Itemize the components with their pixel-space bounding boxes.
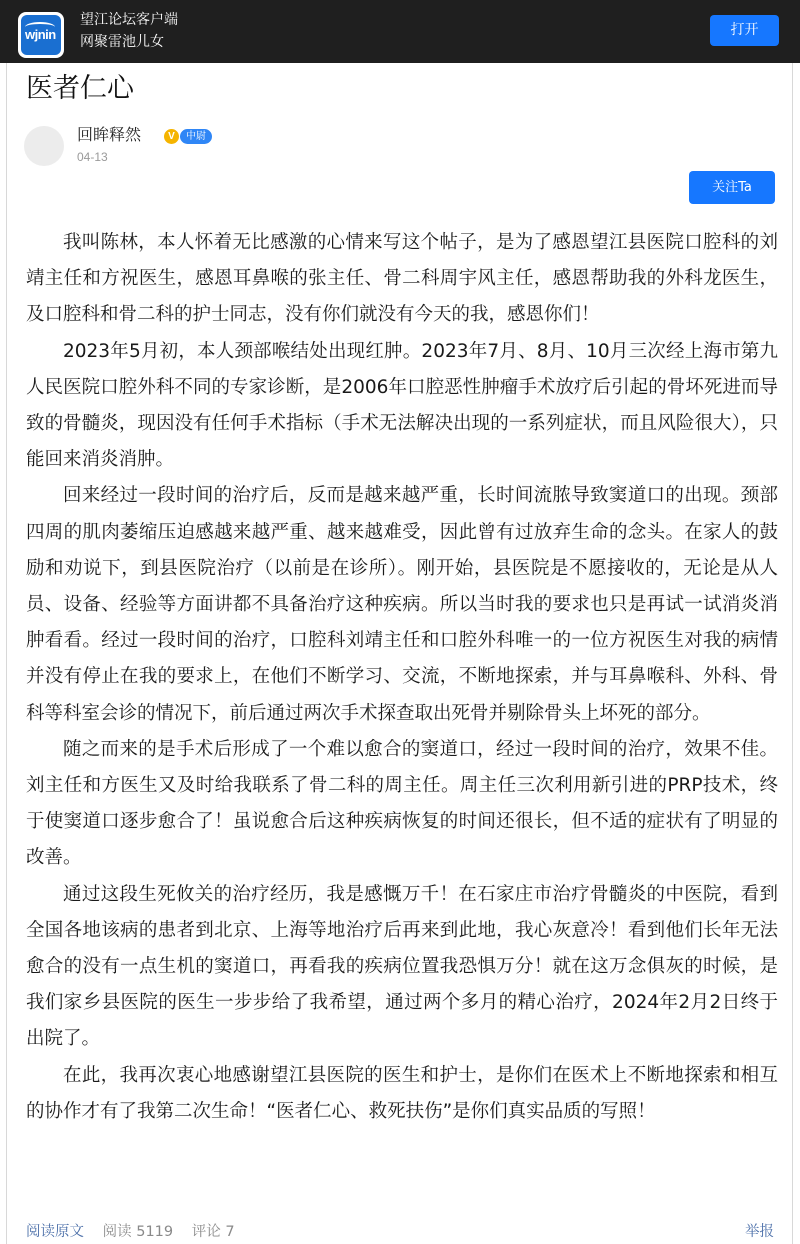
- post-date: 04-13: [77, 150, 108, 164]
- paragraph: 在此，我再次衷心地感谢望江县医院的医生和护士，是你们在医术上不断地探索和相互的协作才有了我第二次生命！“医者仁心、救死扶伤”是你们真实品质的写照！: [26, 1064, 778, 1122]
- paragraph: 回来经过一段时间的治疗后，反而是越来越严重，长时间流脓导致窦道口的出现。颈部四周的肌肉萎缩压迫感越来越严重、越来越难受，因此曾有过放弃生命的念头。在家人的鼓励和劝说下，到县医院治疗（以前是在诊所）。刚开始，县医院是不愿接收的，无论是从人员、设备、经验等方面讲都不具备治疗这种疾病。所以当时我的要求也只是再试一试消炎消肿看看。经过一段时间的治疗，口腔科刘靖主任和口腔外科唯一的一位方祝医生对我的病情并没有停止在我的要求上，在他们不断学习、交流，不断地探索，并与耳鼻喉科、外科、骨科等科室会诊的情况下，前后通过两次手术探查取出死骨并剔除骨头上坏死的部分。: [26, 485, 778, 724]
- paragraph: 随之而来的是手术后形成了一个难以愈合的窦道口，经过一段时间的治疗，效果不佳。刘主任和方医生又及时给我联系了骨二科的周主任。周主任三次利用新引进的PRP技术，终于使窦道口逐步愈合了！虽说愈合后这种疾病恢复的时间还很长，但不适的症状有了明显的改善。: [26, 738, 778, 869]
- app-logo: [18, 12, 64, 58]
- vip-icon: V: [164, 129, 179, 144]
- user-rank-badge: [164, 128, 212, 144]
- paragraph: 我叫陈林，本人怀着无比感激的心情来写这个帖子，是为了感恩望江县医院口腔科的刘靖主任和方祝医生，感恩耳鼻喉的张主任、骨二科周宇风主任，感恩帮助我的外科龙医生，及口腔科和骨二科的护士同志，没有你们就没有今天的我，感恩你们！: [26, 232, 778, 326]
- app-download-banner: [0, 0, 800, 63]
- post-title: 医者仁心: [26, 73, 134, 104]
- app-slogan: 网聚雷池儿女: [80, 34, 164, 50]
- comment-count[interactable]: 评论 7: [191, 1224, 235, 1240]
- logo-icon: [21, 15, 61, 55]
- rank-label: 中尉: [180, 129, 212, 144]
- read-count: 阅读 5119: [102, 1224, 174, 1240]
- post-footer: [26, 1222, 776, 1242]
- avatar[interactable]: [24, 126, 64, 166]
- post-body: [26, 225, 778, 1130]
- paragraph: 通过这段生死攸关的治疗经历，我是感慨万千！在石家庄市治疗骨髓炎的中医院，看到全国各地该病的患者到北京、上海等地治疗后再来到此地，我心灰意冷！看到他们长年无法愈合的没有一点生机的窦道口，再看我的疾病位置我恐惧万分！就在这万念俱灰的时候，是我们家乡县医院的医生一步步给了我希望，通过两个多月的精心治疗，2024年2月2日终于出院了。: [26, 883, 778, 1050]
- open-app-button[interactable]: 打开: [710, 15, 779, 46]
- report-link[interactable]: 举报: [745, 1224, 774, 1240]
- paragraph: 2023年5月初，本人颈部喉结处出现红肿。2023年7月、8月、10月三次经上海市第九人民医院口腔外科不同的专家诊断，是2006年口腔恶性肿瘤手术放疗后引起的骨坏死进而导致的骨髓炎，现因没有任何手术指标（手术无法解决出现的一系列症状，而且风险很大），只能回来消炎消肿。: [26, 340, 778, 471]
- follow-button[interactable]: 关注Ta: [689, 171, 775, 204]
- app-name: 望江论坛客户端: [80, 12, 178, 28]
- author-name[interactable]: 回眸释然: [77, 125, 142, 144]
- logo-text: wjnin: [25, 27, 56, 42]
- read-original-link[interactable]: 阅读原文: [26, 1224, 84, 1240]
